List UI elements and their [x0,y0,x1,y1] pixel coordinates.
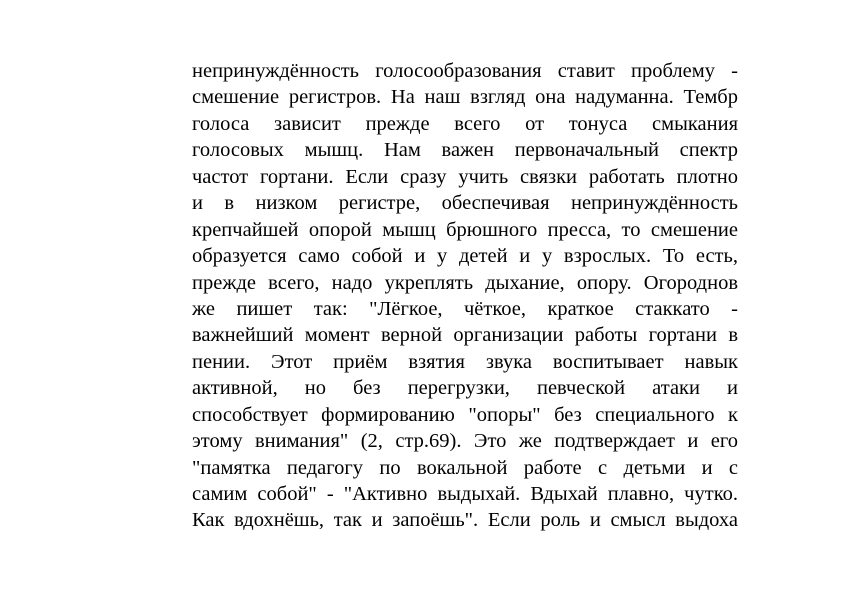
text-line: смешение регистров. На наш взгляд она надуманна. Тембр [192,86,738,109]
text-line: крепчайшей опорой мышц брюшного пресса, то смешение [192,218,738,241]
text-line: образуется само собой и у детей и у взрослых. То есть, [192,245,738,268]
text-line: и в низком регистре, обеспечивая непринуждённость [192,192,738,215]
text-line: же пишет так: "Лёгкое, чёткое, краткое стаккато - [192,297,738,320]
text-line: этому внимания" (2, стр.69). Это же подтверждает и его [192,430,738,453]
text-line: способствует формированию "опоры" без специального к [192,403,738,426]
text-line: голосовых мышц. Нам важен первоначальный спектр [192,139,738,162]
text-line: голоса зависит прежде всего от тонуса смыкания [192,112,738,135]
text-line: активной, но без перегрузки, певческой атаки и [192,377,738,400]
text-line: "памятка педагогу по вокальной работе с детьми и с [192,456,738,479]
text-line: самим собой" - "Активно выдыхай. Вдыхай плавно, чутко. [192,483,738,505]
text-line: частот гортани. Если сразу учить связки работать плотно [192,165,738,188]
body-text [192,58,738,534]
text-line: важнейший момент верной организации работы гортани в [192,324,738,347]
text-line: Как вдохнёшь, так и запоёшь". Если роль и смысл выдоха [192,509,738,532]
text-line: прежде всего, надо укреплять дыхание, опору. Огороднов [192,271,738,294]
text-line: непринуждённость голосообразования ставит проблему - [192,60,738,82]
text-line: пении. Этот приём взятия звука воспитывает навык [192,350,738,373]
